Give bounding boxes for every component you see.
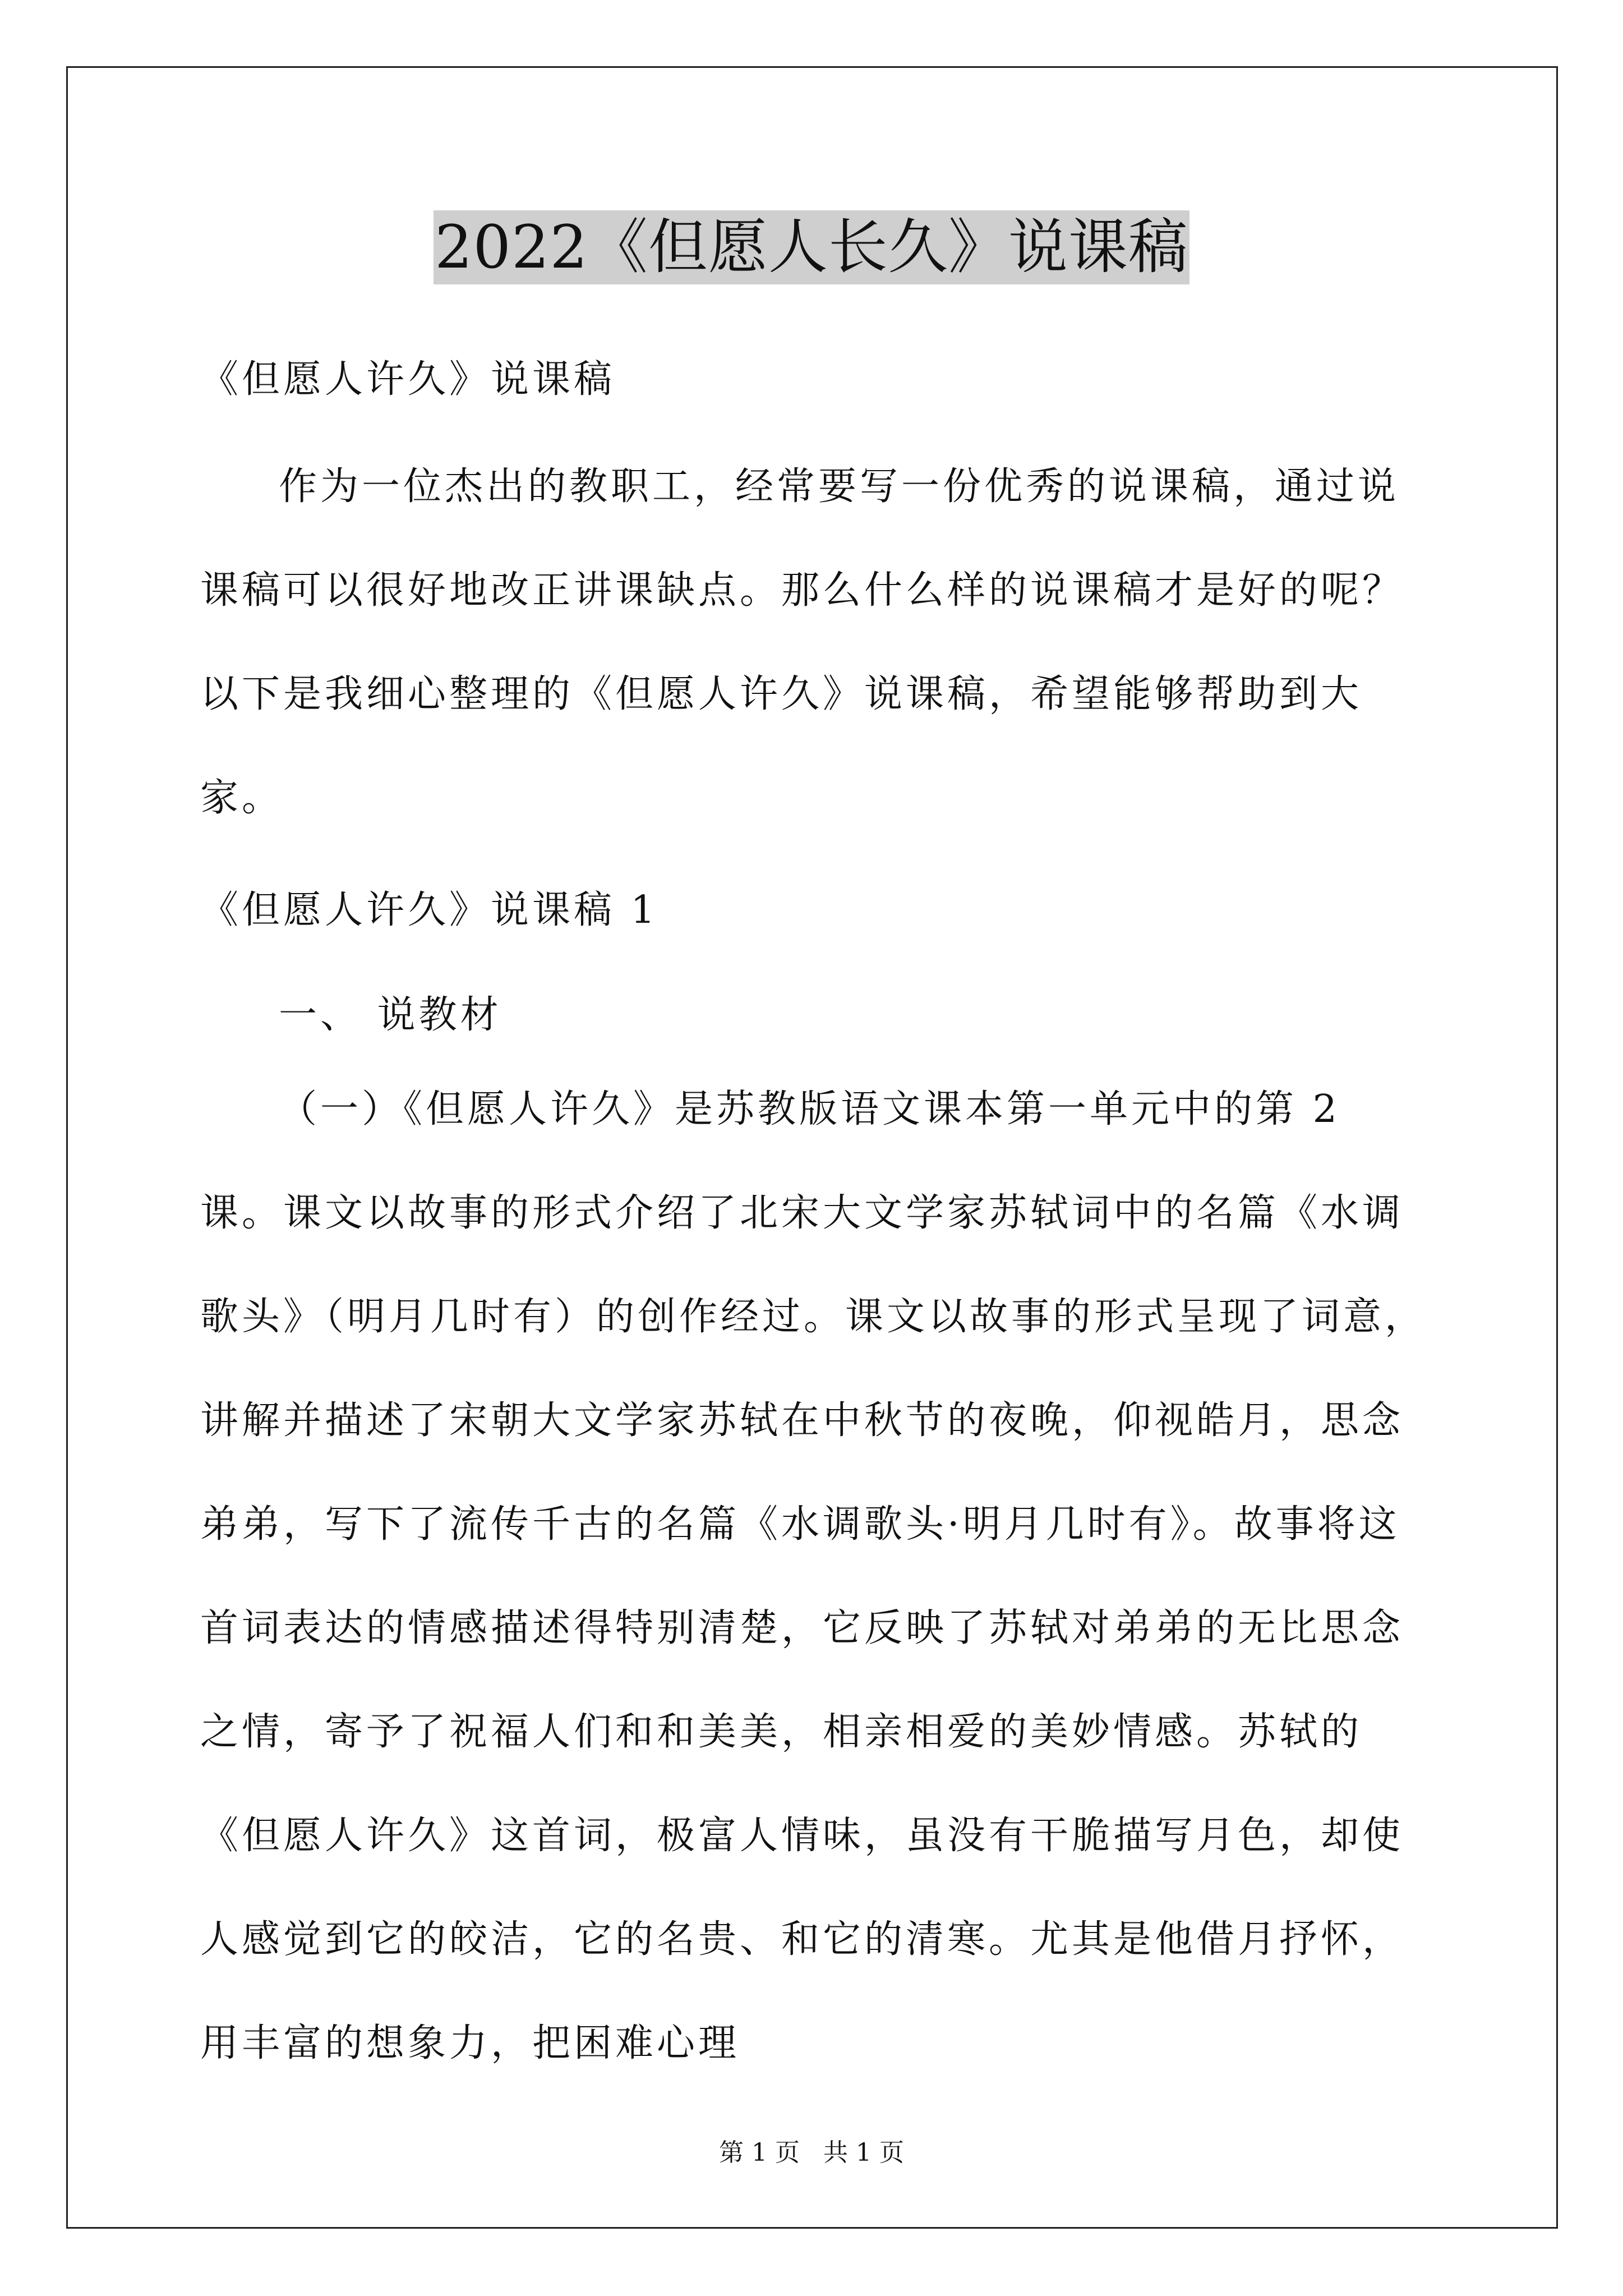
intro-paragraph: 作为一位杰出的教职工，经常要写一份优秀的说课稿，通过说课稿可以很好地改正讲课缺点。那么什么样的说课稿才是好的呢？以下是我细心整理的《但愿人许久》说课稿，希望能够帮助到大家。 bbox=[200, 464, 1404, 820]
title-highlight: 2022《但愿人长久》说课稿 bbox=[434, 210, 1189, 284]
section-title: 《但愿人许久》说课稿 1 bbox=[200, 888, 658, 932]
part-heading: 一、 说教材 bbox=[279, 993, 502, 1037]
page-footer: 第 1 页 共 1 页 bbox=[719, 2138, 904, 2167]
document-title bbox=[0, 210, 1623, 284]
body-paragraph: （一）《但愿人许久》是苏教版语文课本第一单元中的第 2 课。课文以故事的形式介绍了北宋大文学家苏轼词中的名篇《水调歌头》（明月几时有）的创作经过。课文以故事的形式呈现了词意，讲解并描述了宋朝大文学家苏轼在中秋节的夜晚，仰视皓月，思念弟弟，写下了流传千古的名篇《水调歌头·明月几时有》。故事将这首词表达的情感描述得特别清楚，它反映了苏轼对弟弟的无比思念之情，寄予了祝福人们和和美美，相亲相爱的美妙情感。苏轼的《但愿人许久》这首词，极富人情味，虽没有干脆描写月色，却使人感觉到它的皎洁，它的名贵、和它的清寒。尤其是他借月抒怀，用丰富的想象力，把困难心理 bbox=[200, 1087, 1427, 2065]
subtitle: 《但愿人许久》说课稿 bbox=[200, 357, 616, 402]
